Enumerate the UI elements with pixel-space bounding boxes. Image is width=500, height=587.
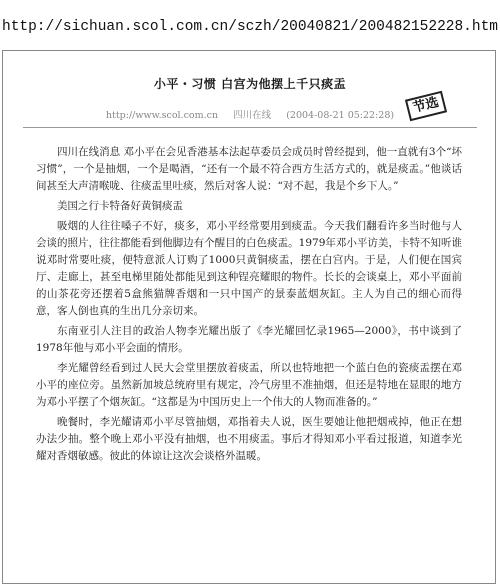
section-heading: 美国之行卡特备好黄铜痰盂 (57, 200, 183, 212)
article-site: http://www.scol.com.cn (105, 110, 219, 121)
article-sheet (2, 50, 496, 584)
paragraph: 东南亚引人注目的政治人物李光耀出版了《李光耀回忆录1965—2000》，书中谈到了1978年他与邓小平会面的情形。 (36, 325, 462, 354)
article-source: 四川在线 (233, 110, 272, 121)
paragraph: 吸烟的人往往嗓子不好，痰多，邓小平经常要用到痰盂。今天我们翻看许多当时他与人会谈的照片，往往都能看到他脚边有个醒目的白色痰盂。1979年邓小平访美，卡特不知听谁说邓时常要吐痰，便特意派人订购了1000只黄铜痰盂，摆在白宫内。于是，人们便在国宾厅、走廊上，甚至电梯里随处都能见到这种锃亮耀眼的物件。长长的会谈桌上，邓小平面前的山茶花旁还摆着5盒熊猫牌香烟和一只中国产的景泰蓝烟灰缸。主人为自己的细心而得意，客人倒也真的生出几分亲切来。 (36, 220, 462, 317)
header-divider (23, 127, 477, 128)
page-url: http://sichuan.scol.com.cn/sczh/20040821/200482152228.htm (2, 19, 498, 35)
article-title: 小平・习惯 白宫为他摆上千只痰盂 (153, 77, 347, 91)
article-body (36, 144, 462, 468)
paragraph: 李光耀曾经看到过人民大会堂里摆放着痰盂，所以也特地把一个蓝白色的瓷痰盂摆在邓小平的座位旁。虽然新加坡总统府里有规定，冷气房里不准抽烟，但还是特地在显眼的地方为邓小平摆了个烟灰缸。“这都是为中国历史上一个伟大的人物而准备的。” (36, 362, 462, 408)
excerpt-stamp: 节选 (405, 91, 447, 122)
paragraph: 晚餐时，李光耀请邓小平尽管抽烟，邓指着夫人说，医生要她让他把烟戒掉，他正在想办法少抽。整个晚上邓小平没有抽烟，也不用痰盂。事后才得知邓小平看过报道，知道李光耀对香烟敏感。彼此的体谅让这次会谈格外温暖。 (36, 416, 462, 462)
paragraph: 四川在线消息 邓小平在会见香港基本法起草委员会成员时曾经提到，他一直就有3个“坏习惯”，一个是抽烟，一个是喝酒，“还有一个最不符合西方生活方式的，就是痰盂。”他谈话间甚至大声清喉咙、往痰盂里吐痰，然后对客人说：“对不起，我是个乡下人。” (36, 146, 462, 192)
article-timestamp: (2004-08-21 05:22:28) (286, 110, 395, 121)
